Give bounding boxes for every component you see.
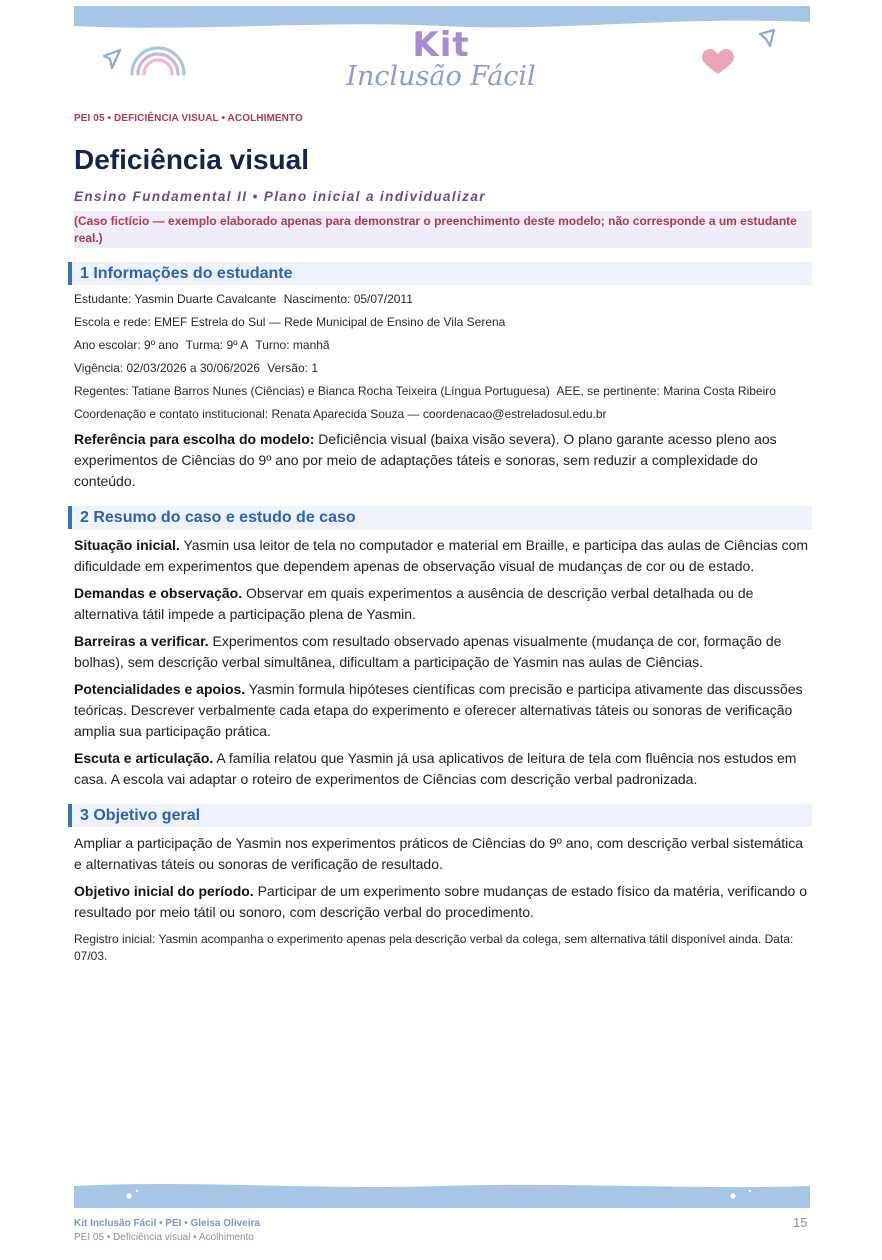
initial-objective-text: Participar de um experimento sobre mudanças de estado físico da matéria, verificando o resultado por meio tátil ou sonoro, com descrição verbal do procedimento. xyxy=(74,883,807,920)
logo-subtitle-text: Inclusão Fácil xyxy=(346,61,536,92)
heart-icon xyxy=(702,49,734,74)
footer-wave-band xyxy=(74,1180,810,1208)
aee-teacher: AEE, se pertinente: Marina Costa Ribeiro xyxy=(556,384,776,398)
paragraph-text: A família relatou que Yasmin já usa aplicativos de leitura de tela com fluência nos estudos em casa. A escola vai adaptar o roteiro de experimentos de Ciências com descrição verbal padronizada. xyxy=(74,750,797,787)
case-paragraph-demands xyxy=(74,583,812,625)
breadcrumb: PEI 05 • DEFICIÊNCIA VISUAL • ACOLHIMENTO xyxy=(74,113,303,124)
kit-logo xyxy=(341,25,541,98)
case-paragraph-initial-situation xyxy=(74,535,812,577)
paper-plane-icon xyxy=(760,30,774,46)
model-reference-label: Referência para escolha do modelo: xyxy=(74,431,315,447)
info-line-student xyxy=(74,291,812,308)
paragraph-text: Experimentos com resultado observado apenas visualmente (mudança de cor, formação de bolhas), sem descrição verbal simultânea, dificultam a participação de Yasmin nas aulas de Ciências. xyxy=(74,633,782,670)
info-line-coordination xyxy=(74,406,812,423)
school-network: Escola e rede: EMEF Estrela do Sul — Rede Municipal de Ensino de Vila Serena xyxy=(74,315,506,329)
info-line-grade xyxy=(74,337,812,354)
coordination-contact: Coordenação e contato institucional: Renata Aparecida Souza — coordenacao@estreladosul.edu.br xyxy=(74,407,607,421)
paper-plane-icon xyxy=(104,50,120,68)
school-shift: Turno: manhã xyxy=(255,338,330,352)
case-paragraph-strengths xyxy=(74,679,812,742)
document-content xyxy=(74,113,812,965)
page-subtitle: Ensino Fundamental II • Plano inicial a individualizar xyxy=(74,189,486,204)
section-heading-student-info: 1 Informações do estudante xyxy=(68,262,812,285)
paragraph-label: Situação inicial. xyxy=(74,537,180,553)
info-line-school xyxy=(74,314,812,331)
model-reference-paragraph xyxy=(74,429,812,492)
case-paragraph-listening xyxy=(74,748,812,790)
regent-teachers: Regentes: Tatiane Barros Nunes (Ciências) e Bianca Rocha Teixeira (Língua Portuguesa) xyxy=(74,384,550,398)
footer-document-ref: PEI 05 • Deficiência visual • Acolhimento xyxy=(74,1232,254,1243)
paragraph-label: Potencialidades e apoios. xyxy=(74,681,246,697)
model-reference-text: Deficiência visual (baixa visão severa). O plano garante acesso pleno aos experimentos de Ciências do 9º ano por meio de adaptações táteis e sonoras, sem reduzir a complexidade do conteúdo. xyxy=(74,431,777,489)
logo-kit-text: Kit xyxy=(412,25,470,65)
paragraph-label: Demandas e observação. xyxy=(74,585,243,601)
page-footer xyxy=(74,1217,260,1245)
initial-record-note: Registro inicial: Yasmin acompanha o experimento apenas pela descrição verbal da colega, sem alternativa tátil disponível ainda. Data: 07/03. xyxy=(74,932,794,963)
paragraph-label: Escuta e articulação. xyxy=(74,750,214,766)
validity-period: Vigência: 02/03/2026 a 30/06/2026 xyxy=(74,361,260,375)
paragraph-text: Observar em quais experimentos a ausência de descrição verbal detalhada ou de alternativa tátil impede a participação plena de Yasmin. xyxy=(74,585,754,622)
student-birthdate: Nascimento: 05/07/2011 xyxy=(283,292,413,306)
section-heading-case-summary: 2 Resumo do caso e estudo de caso xyxy=(68,506,812,529)
paragraph-text: Yasmin usa leitor de tela no computador e material em Braille, e participa das aulas de Ciências com dificuldade em experimentos que dependem apenas de observação visual de mudanças de cor ou de estado. xyxy=(74,537,809,574)
plan-version: Versão: 1 xyxy=(267,361,318,375)
page-title: Deficiência visual xyxy=(74,144,310,175)
fictional-case-disclaimer: (Caso fictício — exemplo elaborado apenas para demonstrar o preenchimento deste modelo; não corresponde a um estudante real.) xyxy=(74,211,812,248)
school-year: Ano escolar: 9º ano xyxy=(74,338,179,352)
info-line-teachers xyxy=(74,383,812,400)
class-group: Turma: 9º A xyxy=(185,338,249,352)
student-name: Estudante: Yasmin Duarte Cavalcante xyxy=(74,292,277,306)
page-number: 15 xyxy=(793,1215,808,1230)
case-paragraph-barriers xyxy=(74,631,812,673)
initial-objective-label: Objetivo inicial do período. xyxy=(74,883,254,899)
footer-credits: Kit Inclusão Fácil • PEI • Gleisa Oliveira xyxy=(74,1218,260,1229)
general-objective-text: Ampliar a participação de Yasmin nos experimentos práticos de Ciências do 9º ano, com descrição verbal sistemática e alternativas táteis ou sonoras de verificação de resultado. xyxy=(74,835,804,872)
initial-objective-paragraph xyxy=(74,881,812,923)
paragraph-label: Barreiras a verificar. xyxy=(74,633,209,649)
info-line-validity xyxy=(74,360,812,377)
section-heading-general-objective: 3 Objetivo geral xyxy=(68,804,812,827)
paragraph-text: Yasmin formula hipóteses científicas com precisão e participa ativamente das discussões teóricas. Descrever verbalmente cada etapa do experimento e oferecer alternativas táteis ou sonoras de verificação amplia sua participação prática. xyxy=(74,681,803,739)
rainbow-icon xyxy=(132,48,184,74)
